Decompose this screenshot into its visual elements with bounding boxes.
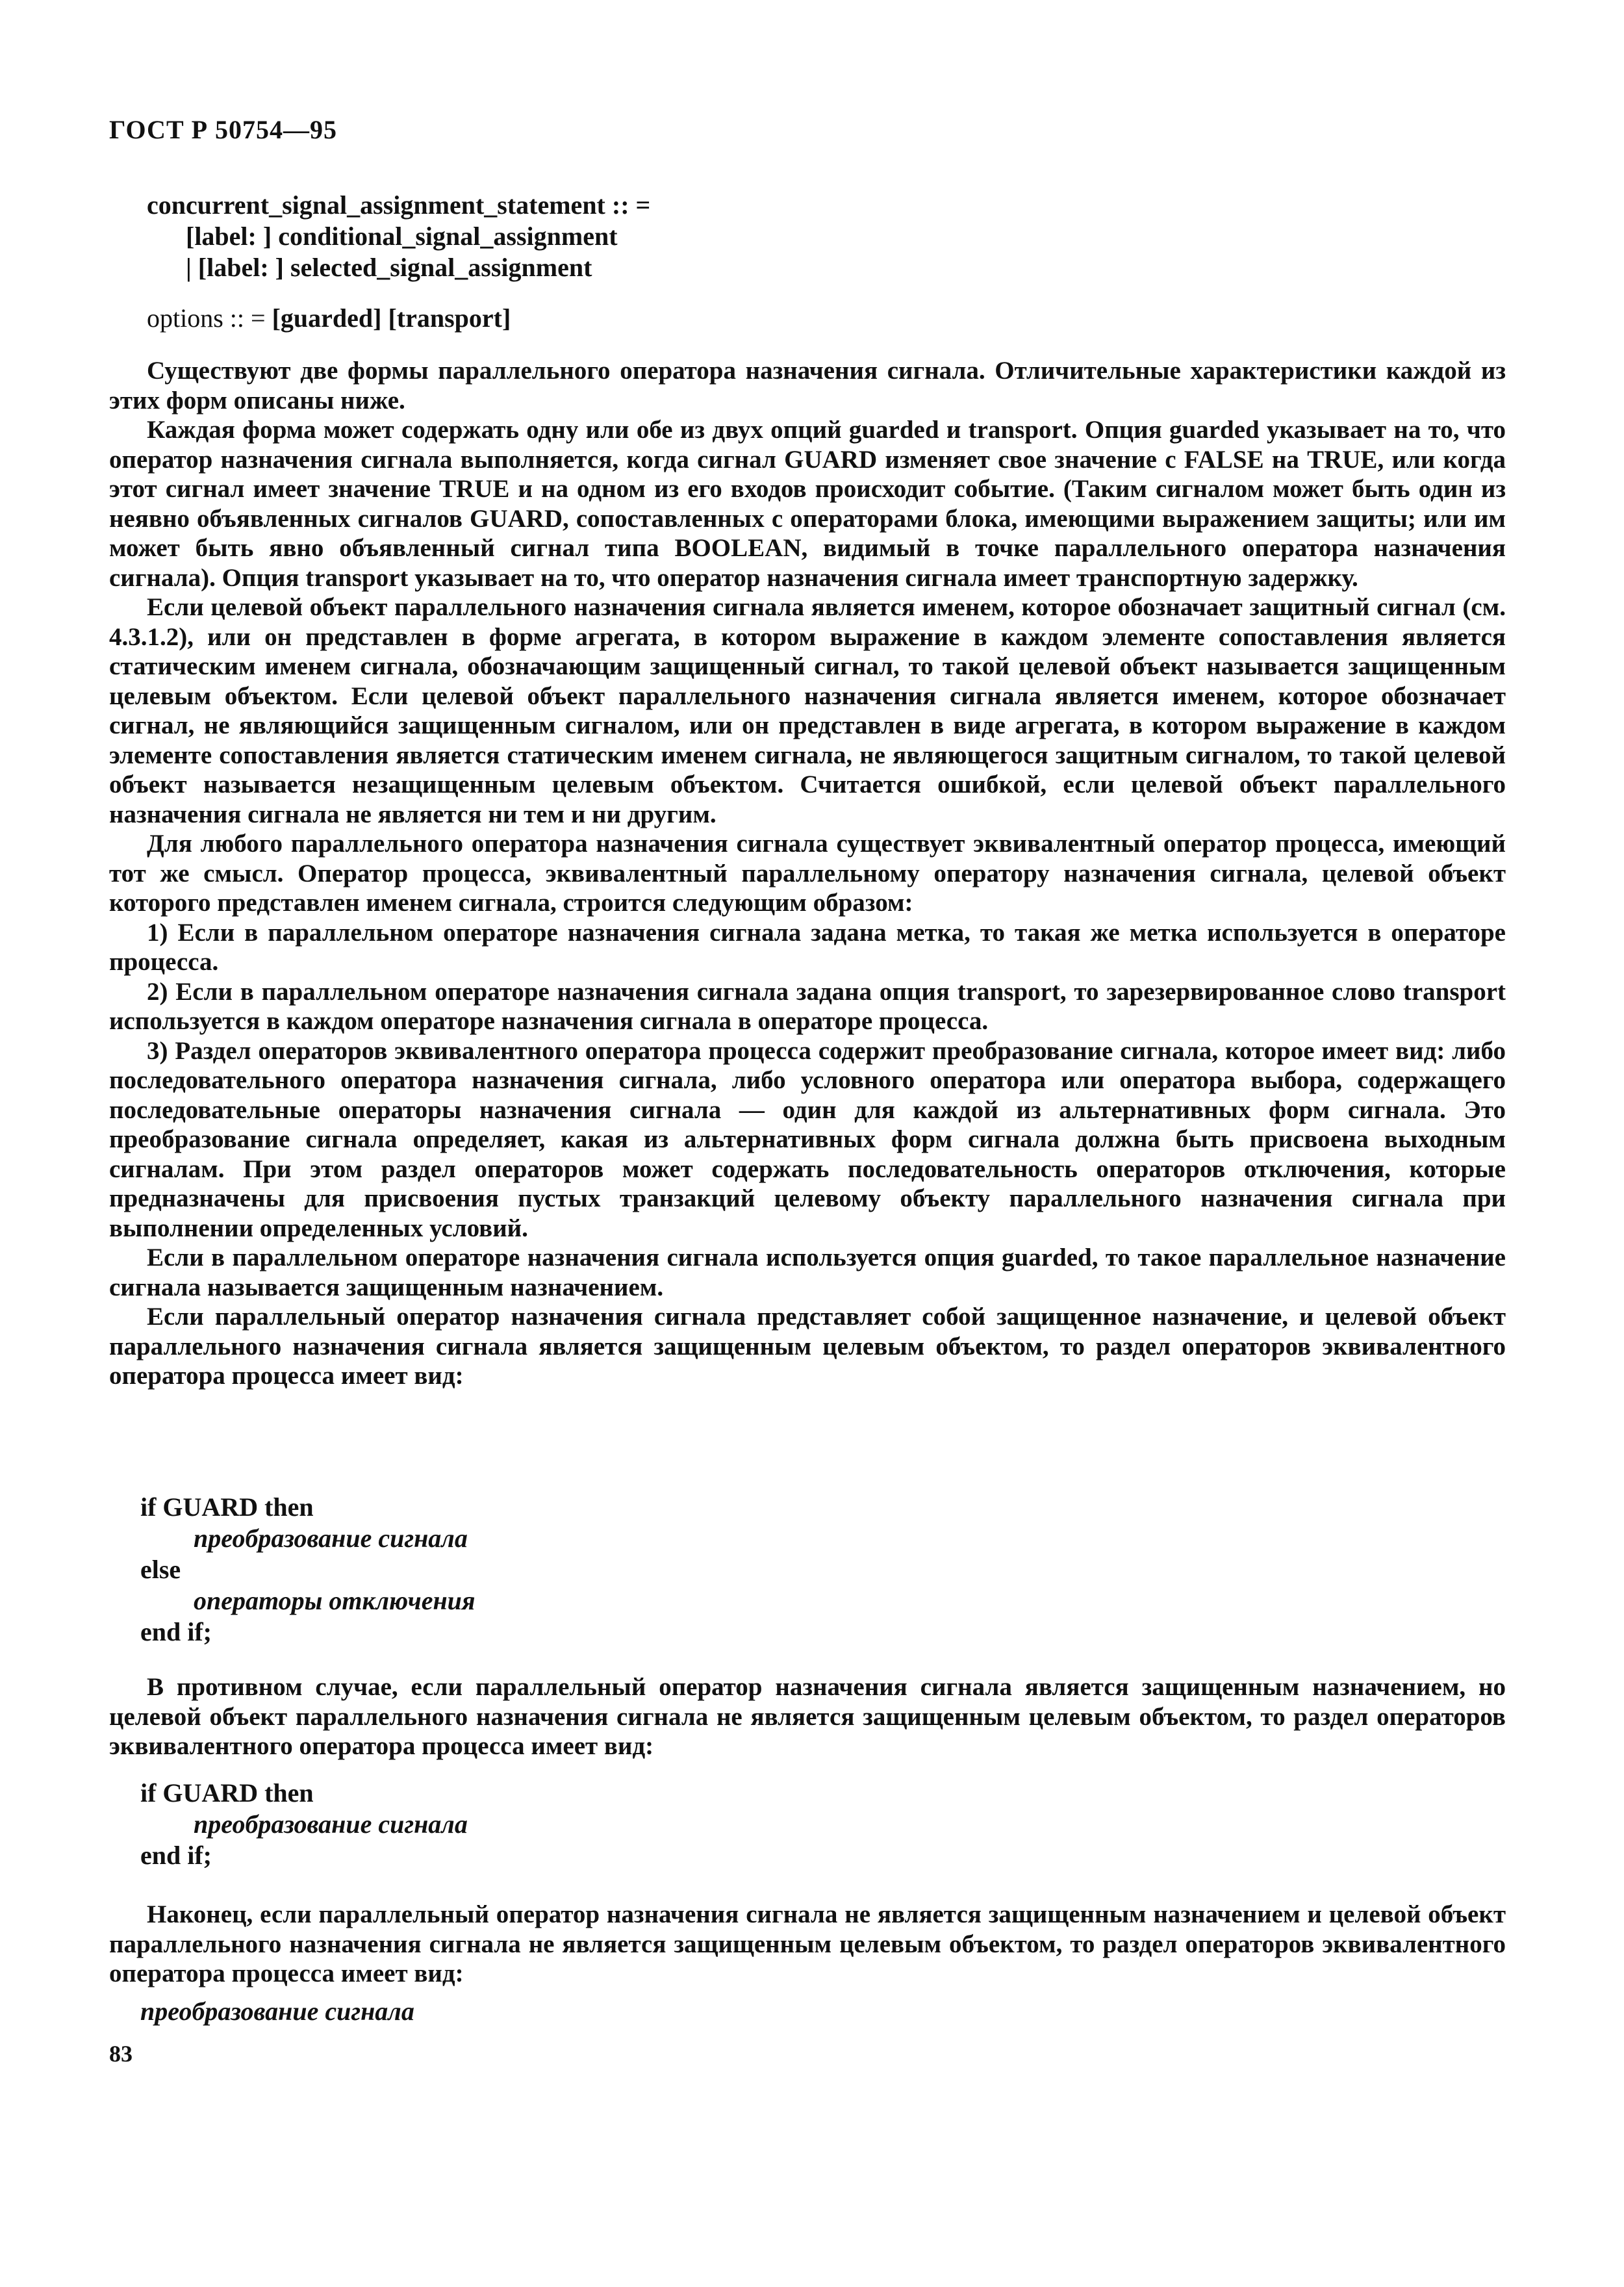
code-if-line: if GUARD then [140,1492,314,1522]
final-transform-line: преобразование сигнала [140,1997,414,2026]
options-value: [guarded] [transport] [272,303,511,333]
code-transform-line: преобразование сигнала [194,1524,468,1553]
standard-header: ГОСТ Р 50754—95 [109,115,338,144]
paragraph: Наконец, если параллельный оператор назначения сигнала не является защищенным назначением и целевой объект параллельного назначения сигнала не является защищенным целевым объектом, то раздел операторов эквивалентного оператора процесса имеет вид: [109,1900,1506,1987]
paragraph: 2) Если в параллельном операторе назначения сигнала задана опция transport, то зарезервированное слово transport используется в каждом операторе назначения сигнала в операторе процесса. [109,977,1506,1035]
code-else-line: else [140,1555,181,1584]
paragraph: 1) Если в параллельном операторе назначения сигнала задана метка, то такая же метка используется в операторе процесса. [109,918,1506,976]
code-if-line: if GUARD then [140,1778,314,1808]
body-section-1 [109,356,1506,1391]
options-label: options :: = [147,303,272,333]
paragraph: Если параллельный оператор назначения сигнала представляет собой защищенное назначение, и целевой объект параллельного назначения сигнала является защищенным целевым объектом, то раздел операторов эквивалентного оператора процесса имеет вид: [109,1303,1506,1390]
body-section-2 [109,1672,1506,1761]
paragraph: 3) Раздел операторов эквивалентного оператора процесса содержит преобразование сигнала, которое имеет вид: либо последовательного оператора назначения сигнала, либо условного оператора или оператора выбора, содержащего последовательные операторы назначения сигнала — один для каждой из альтернативных форм сигнала. Это преобразование сигнала определяет, какая из альтернативных форм сигнала должна быть присвоена выходным сигналам. При этом раздел операторов может содержать последовательность операторов отключения, которые предназначены для присвоения пустых транзакций целевому объекту параллельного назначения сигнала при выполнении определенных условий. [109,1036,1506,1242]
grammar-line-2: [label: ] conditional_signal_assignment [186,222,618,251]
code-block-guarded [140,1492,476,1648]
page-number: 83 [109,2041,133,2067]
paragraph: Если в параллельном операторе назначения сигнала используется опция guarded, то такое параллельное назначение сигнала называется защищенным назначением. [109,1244,1506,1301]
paragraph: Существуют две формы параллельного оператора назначения сигнала. Отличительные характеристики каждой из этих форм описаны ниже. [109,357,1506,415]
paragraph: Каждая форма может содержать одну или обе из двух опций guarded и transport. Опция guarded указывает на то, что оператор назначения сигнала выполняется, когда сигнал GUARD изменяет свое значение с FALSE на TRUE, или когда этот сигнал имеет значение TRUE и на одном из его входов происходит событие. (Таким сигналом может быть один из неявно объявленных сигналов GUARD, сопоставленных с операторами блока, имеющими выражением защиты; или им может быть явно объявленный сигнал типа BOOLEAN, видимый в точке параллельного оператора назначения сигнала). Опция transport указывает на то, что оператор назначения сигнала имеет транспортную задержку. [109,416,1506,592]
paragraph: В противном случае, если параллельный оператор назначения сигнала является защищенным назначением, но целевой объект параллельного назначения сигнала не является защищенным целевым объектом, то раздел операторов эквивалентного оператора процесса имеет вид: [109,1673,1506,1760]
options-rule [147,303,511,333]
paragraph: Для любого параллельного оператора назначения сигнала существует эквивалентный оператор процесса, имеющий тот же смысл. Оператор процесса, эквивалентный параллельному оператору назначения сигнала, целевой объект которого представлен именем сигнала, строится следующим образом: [109,830,1506,917]
code-transform-line: преобразование сигнала [194,1809,468,1839]
body-section-3 [109,1900,1506,1989]
code-end-line: end if; [140,1617,212,1646]
grammar-rule [147,190,650,283]
code-end-line: end if; [140,1841,212,1870]
code-block-unguarded-target [140,1778,468,1871]
grammar-line-1: concurrent_signal_assignment_statement :: = [147,190,651,220]
paragraph: Если целевой объект параллельного назначения сигнала является именем, которое обозначает защитный сигнал (см. 4.3.1.2), или он представлен в форме агрегата, в котором выражение в каждом элементе сопоставления является статическим именем сигнала, обозначающим защищенный сигнал, то такой целевой объект называется защищенным целевым объектом. Если целевой объект параллельного назначения сигнала является именем, которое обозначает сигнал, не являющийся защищенным сигналом, или он представлен в виде агрегата, в котором выражение в каждом элементе сопоставления является статическим именем сигнала, не являющегося защитным сигналом, то такой целевой объект называется незащищенным целевым объектом. Считается ошибкой, если целевой объект параллельного назначения сигнала не является ни тем и ни другим. [109,593,1506,828]
code-disconnect-line: операторы отключения [194,1586,476,1615]
grammar-line-3: | [label: ] selected_signal_assignment [186,253,592,282]
